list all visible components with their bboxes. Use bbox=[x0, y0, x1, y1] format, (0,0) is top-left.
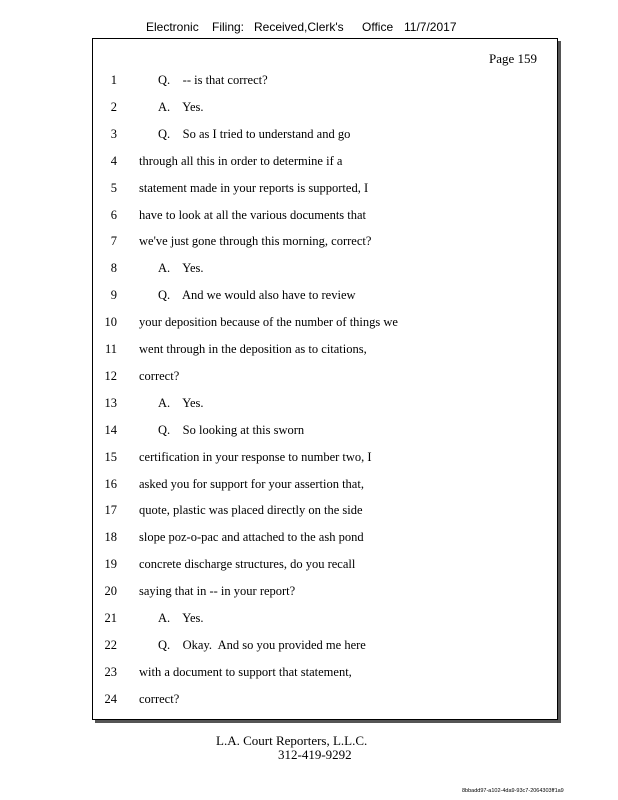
page-number: Page 159 bbox=[488, 51, 537, 66]
transcript-line bbox=[93, 152, 557, 170]
transcript-line bbox=[93, 555, 557, 573]
header-received: Received,Clerk's bbox=[254, 20, 344, 34]
line-number: 7 bbox=[110, 234, 117, 249]
line-text: slope poz-o-pac and attached to the ash pond bbox=[139, 530, 364, 545]
transcript-line bbox=[93, 394, 557, 412]
line-text: through all this in order to determine if a bbox=[139, 153, 343, 168]
transcript-line bbox=[93, 367, 557, 385]
header-office: Office bbox=[362, 20, 394, 34]
transcript-line bbox=[93, 125, 557, 143]
line-text: have to look at all the various documents that bbox=[139, 207, 367, 222]
transcript-line bbox=[93, 206, 557, 224]
line-number: 22 bbox=[104, 637, 117, 652]
line-number: 13 bbox=[104, 395, 117, 410]
transcript-line bbox=[93, 421, 557, 439]
line-number: 16 bbox=[104, 476, 117, 491]
transcript-line bbox=[93, 475, 557, 493]
line-number: 6 bbox=[110, 207, 117, 222]
transcript-line bbox=[93, 501, 557, 519]
transcript-line bbox=[93, 609, 557, 627]
line-number: 18 bbox=[104, 530, 117, 545]
transcript-line bbox=[93, 232, 557, 250]
line-text: Q. So looking at this sworn bbox=[158, 422, 305, 437]
line-number: 24 bbox=[104, 691, 117, 706]
line-text: saying that in -- in your report? bbox=[139, 584, 296, 599]
document-id: 8bbadd97-a102-4da9-93c7-2064303ff1a9 bbox=[462, 788, 564, 794]
line-text: went through in the deposition as to citations, bbox=[139, 342, 367, 356]
line-text: A. Yes. bbox=[158, 395, 204, 410]
line-number: 21 bbox=[104, 611, 117, 625]
line-number: 3 bbox=[110, 126, 117, 141]
line-number: 8 bbox=[110, 261, 117, 276]
transcript-line bbox=[93, 313, 557, 331]
line-text: Q. So as I tried to understand and go bbox=[158, 126, 351, 141]
line-text: we've just gone through this morning, correct? bbox=[139, 234, 372, 249]
line-text: quote, plastic was placed directly on the side bbox=[139, 503, 363, 518]
transcript-line bbox=[93, 179, 557, 197]
transcript-line bbox=[93, 690, 557, 708]
line-text: A. Yes. bbox=[158, 261, 204, 276]
line-number: 5 bbox=[110, 180, 117, 195]
transcript-line bbox=[93, 259, 557, 277]
line-number: 11 bbox=[104, 342, 117, 356]
transcript-line bbox=[93, 286, 557, 304]
transcript-line bbox=[93, 71, 557, 89]
line-text: asked you for support for your assertion that, bbox=[139, 476, 364, 491]
line-text: correct? bbox=[139, 691, 180, 706]
transcript-line bbox=[93, 663, 557, 681]
line-text: Q. Okay. And so you provided me here bbox=[158, 637, 366, 652]
line-number: 15 bbox=[104, 449, 117, 464]
line-number: 20 bbox=[104, 584, 117, 599]
line-text: certification in your response to number two, I bbox=[139, 449, 372, 464]
header-date: 11/7/2017 bbox=[404, 20, 457, 34]
line-text: Q. -- is that correct? bbox=[158, 73, 268, 87]
transcript-page bbox=[92, 38, 558, 720]
line-number: 23 bbox=[104, 664, 117, 679]
transcript-line bbox=[93, 636, 557, 654]
transcript-line bbox=[93, 528, 557, 546]
header-electronic: Electronic bbox=[146, 20, 199, 34]
reporter-firm: L.A. Court Reporters, L.L.C. bbox=[216, 733, 368, 748]
line-number: 2 bbox=[110, 99, 117, 114]
line-number: 14 bbox=[104, 422, 117, 437]
line-number: 1 bbox=[110, 73, 117, 87]
line-text: A. Yes. bbox=[158, 611, 204, 625]
line-number: 17 bbox=[104, 503, 117, 518]
line-text: correct? bbox=[139, 368, 180, 383]
line-number: 9 bbox=[110, 288, 117, 303]
line-number: 12 bbox=[104, 368, 117, 383]
header-filing: Filing: bbox=[212, 20, 245, 34]
line-number: 4 bbox=[110, 153, 117, 168]
transcript-line bbox=[93, 98, 557, 116]
line-number: 10 bbox=[104, 315, 117, 330]
line-text: your deposition because of the number of things we bbox=[139, 315, 398, 330]
transcript-line bbox=[93, 448, 557, 466]
line-text: Q. And we would also have to review bbox=[158, 288, 356, 303]
reporter-phone: 312-419-9292 bbox=[278, 747, 352, 762]
transcript-line bbox=[93, 340, 557, 358]
line-text: statement made in your reports is supported, I bbox=[139, 180, 369, 195]
transcript-line bbox=[93, 582, 557, 600]
line-text: concrete discharge structures, do you recall bbox=[139, 557, 356, 572]
line-text: with a document to support that statement, bbox=[139, 664, 352, 679]
line-number: 19 bbox=[104, 557, 117, 572]
line-text: A. Yes. bbox=[158, 99, 204, 114]
